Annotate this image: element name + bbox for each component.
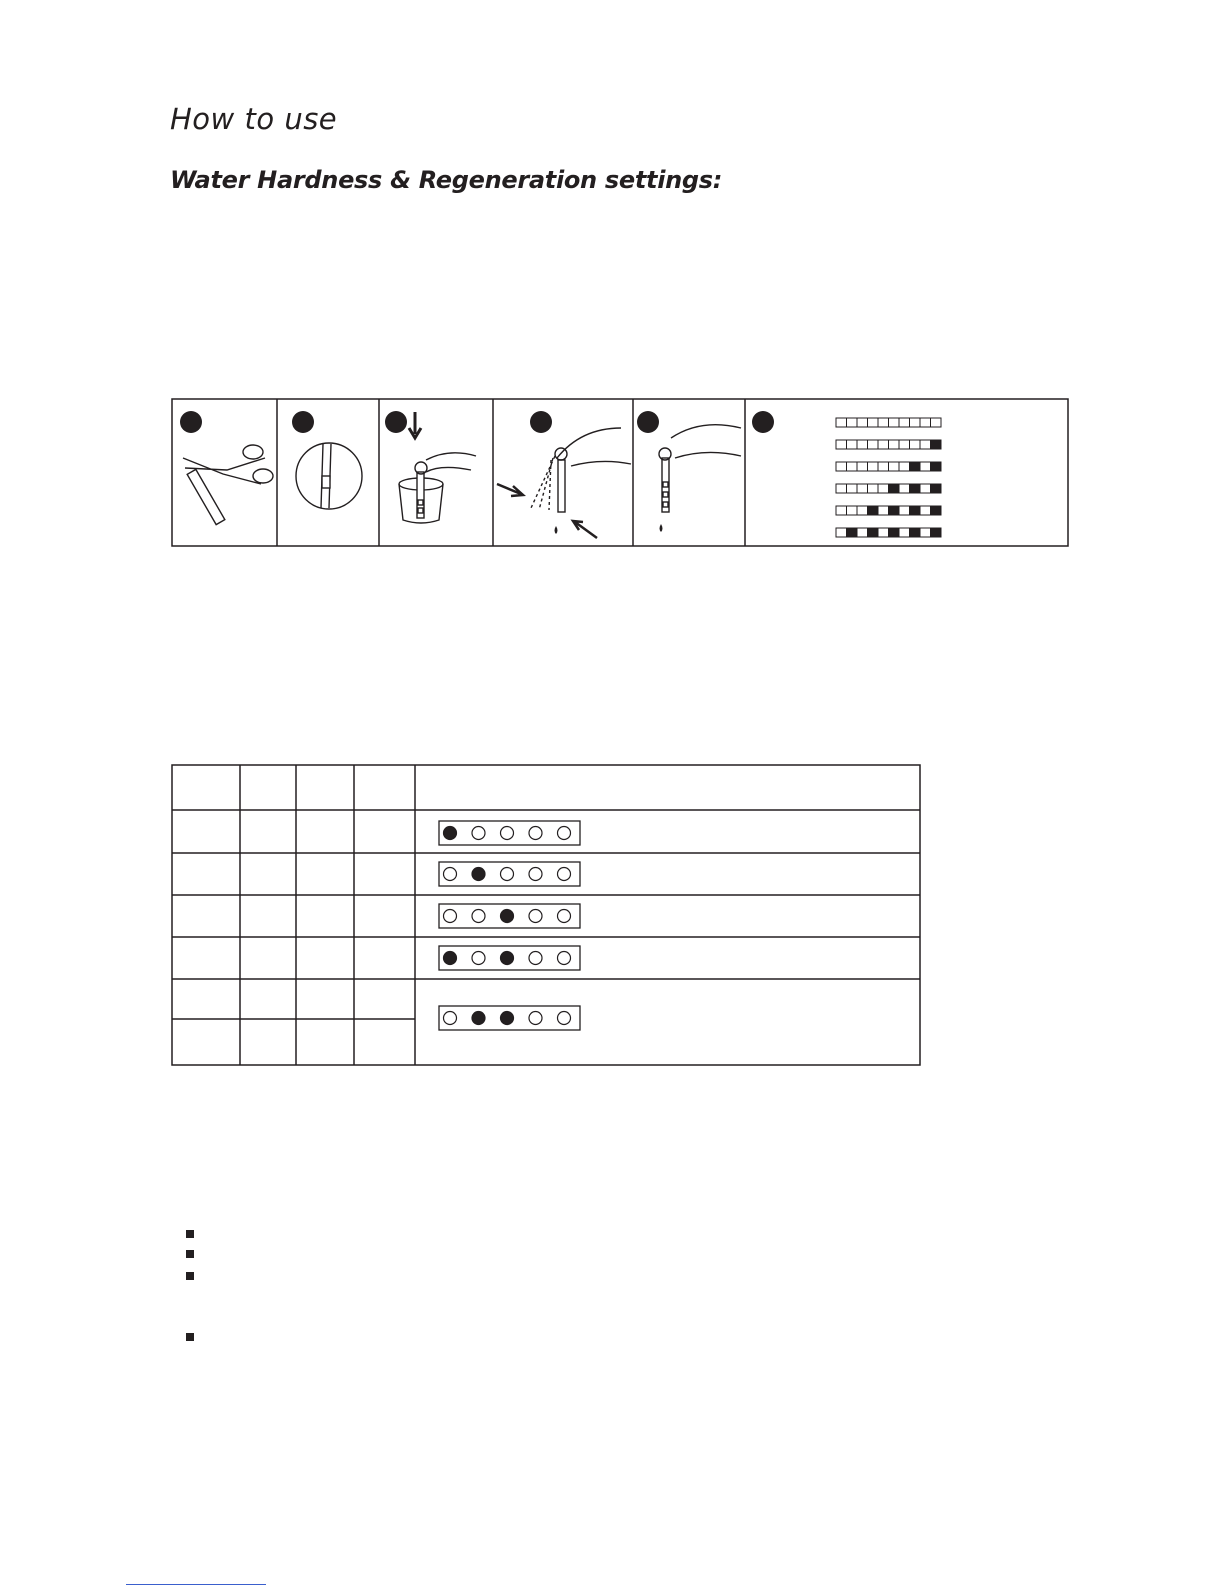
indicator-light-on bbox=[501, 910, 514, 923]
indicator-light-off bbox=[529, 952, 542, 965]
indicator-light-off bbox=[558, 910, 571, 923]
bullet-marker bbox=[186, 1272, 194, 1280]
setting-indicator bbox=[439, 1006, 580, 1030]
bullet-marker bbox=[186, 1333, 194, 1341]
indicator-light-on bbox=[444, 827, 457, 840]
indicator-light-off bbox=[529, 910, 542, 923]
bullet-marker bbox=[186, 1230, 194, 1238]
indicator-light-off bbox=[501, 868, 514, 881]
setting-indicator bbox=[439, 862, 580, 886]
scale-row bbox=[836, 484, 941, 493]
indicator-light-off bbox=[501, 827, 514, 840]
indicator-light-on bbox=[501, 1012, 514, 1025]
indicator-light-off bbox=[472, 952, 485, 965]
indicator-light-off bbox=[558, 868, 571, 881]
indicator-light-on bbox=[444, 952, 457, 965]
indicator-light-off bbox=[444, 1012, 457, 1025]
bullet-marker bbox=[186, 1250, 194, 1258]
indicator-light-on bbox=[501, 952, 514, 965]
test-strip-closeup-icon bbox=[292, 411, 362, 509]
scale-row bbox=[836, 418, 941, 427]
indicator-light-off bbox=[529, 1012, 542, 1025]
indicator-light-on bbox=[472, 868, 485, 881]
indicator-light-off bbox=[558, 952, 571, 965]
setting-indicator bbox=[439, 946, 580, 970]
indicator-light-on bbox=[472, 1012, 485, 1025]
indicator-light-off bbox=[444, 910, 457, 923]
indicator-light-off bbox=[444, 868, 457, 881]
scale-row bbox=[836, 528, 941, 537]
page-title: How to use bbox=[170, 102, 338, 136]
setting-indicator bbox=[439, 904, 580, 928]
indicator-light-off bbox=[558, 1012, 571, 1025]
section-heading: Water Hardness & Regeneration settings: bbox=[170, 166, 723, 194]
hardness-settings-table bbox=[171, 764, 921, 1066]
test-steps-illustration bbox=[171, 398, 1069, 547]
indicator-light-off bbox=[529, 827, 542, 840]
scale-row bbox=[836, 462, 941, 471]
indicator-light-off bbox=[472, 910, 485, 923]
dip-strip-in-glass-icon bbox=[385, 411, 476, 523]
scissors-icon bbox=[180, 411, 273, 525]
strip-color-scale-icon bbox=[752, 411, 941, 537]
read-strip-icon bbox=[637, 411, 741, 532]
setting-indicator bbox=[439, 821, 580, 845]
shake-strip-icon bbox=[497, 411, 631, 538]
indicator-light-off bbox=[558, 827, 571, 840]
scale-row bbox=[836, 440, 941, 449]
scale-row bbox=[836, 506, 941, 515]
indicator-light-off bbox=[529, 868, 542, 881]
indicator-light-off bbox=[472, 827, 485, 840]
